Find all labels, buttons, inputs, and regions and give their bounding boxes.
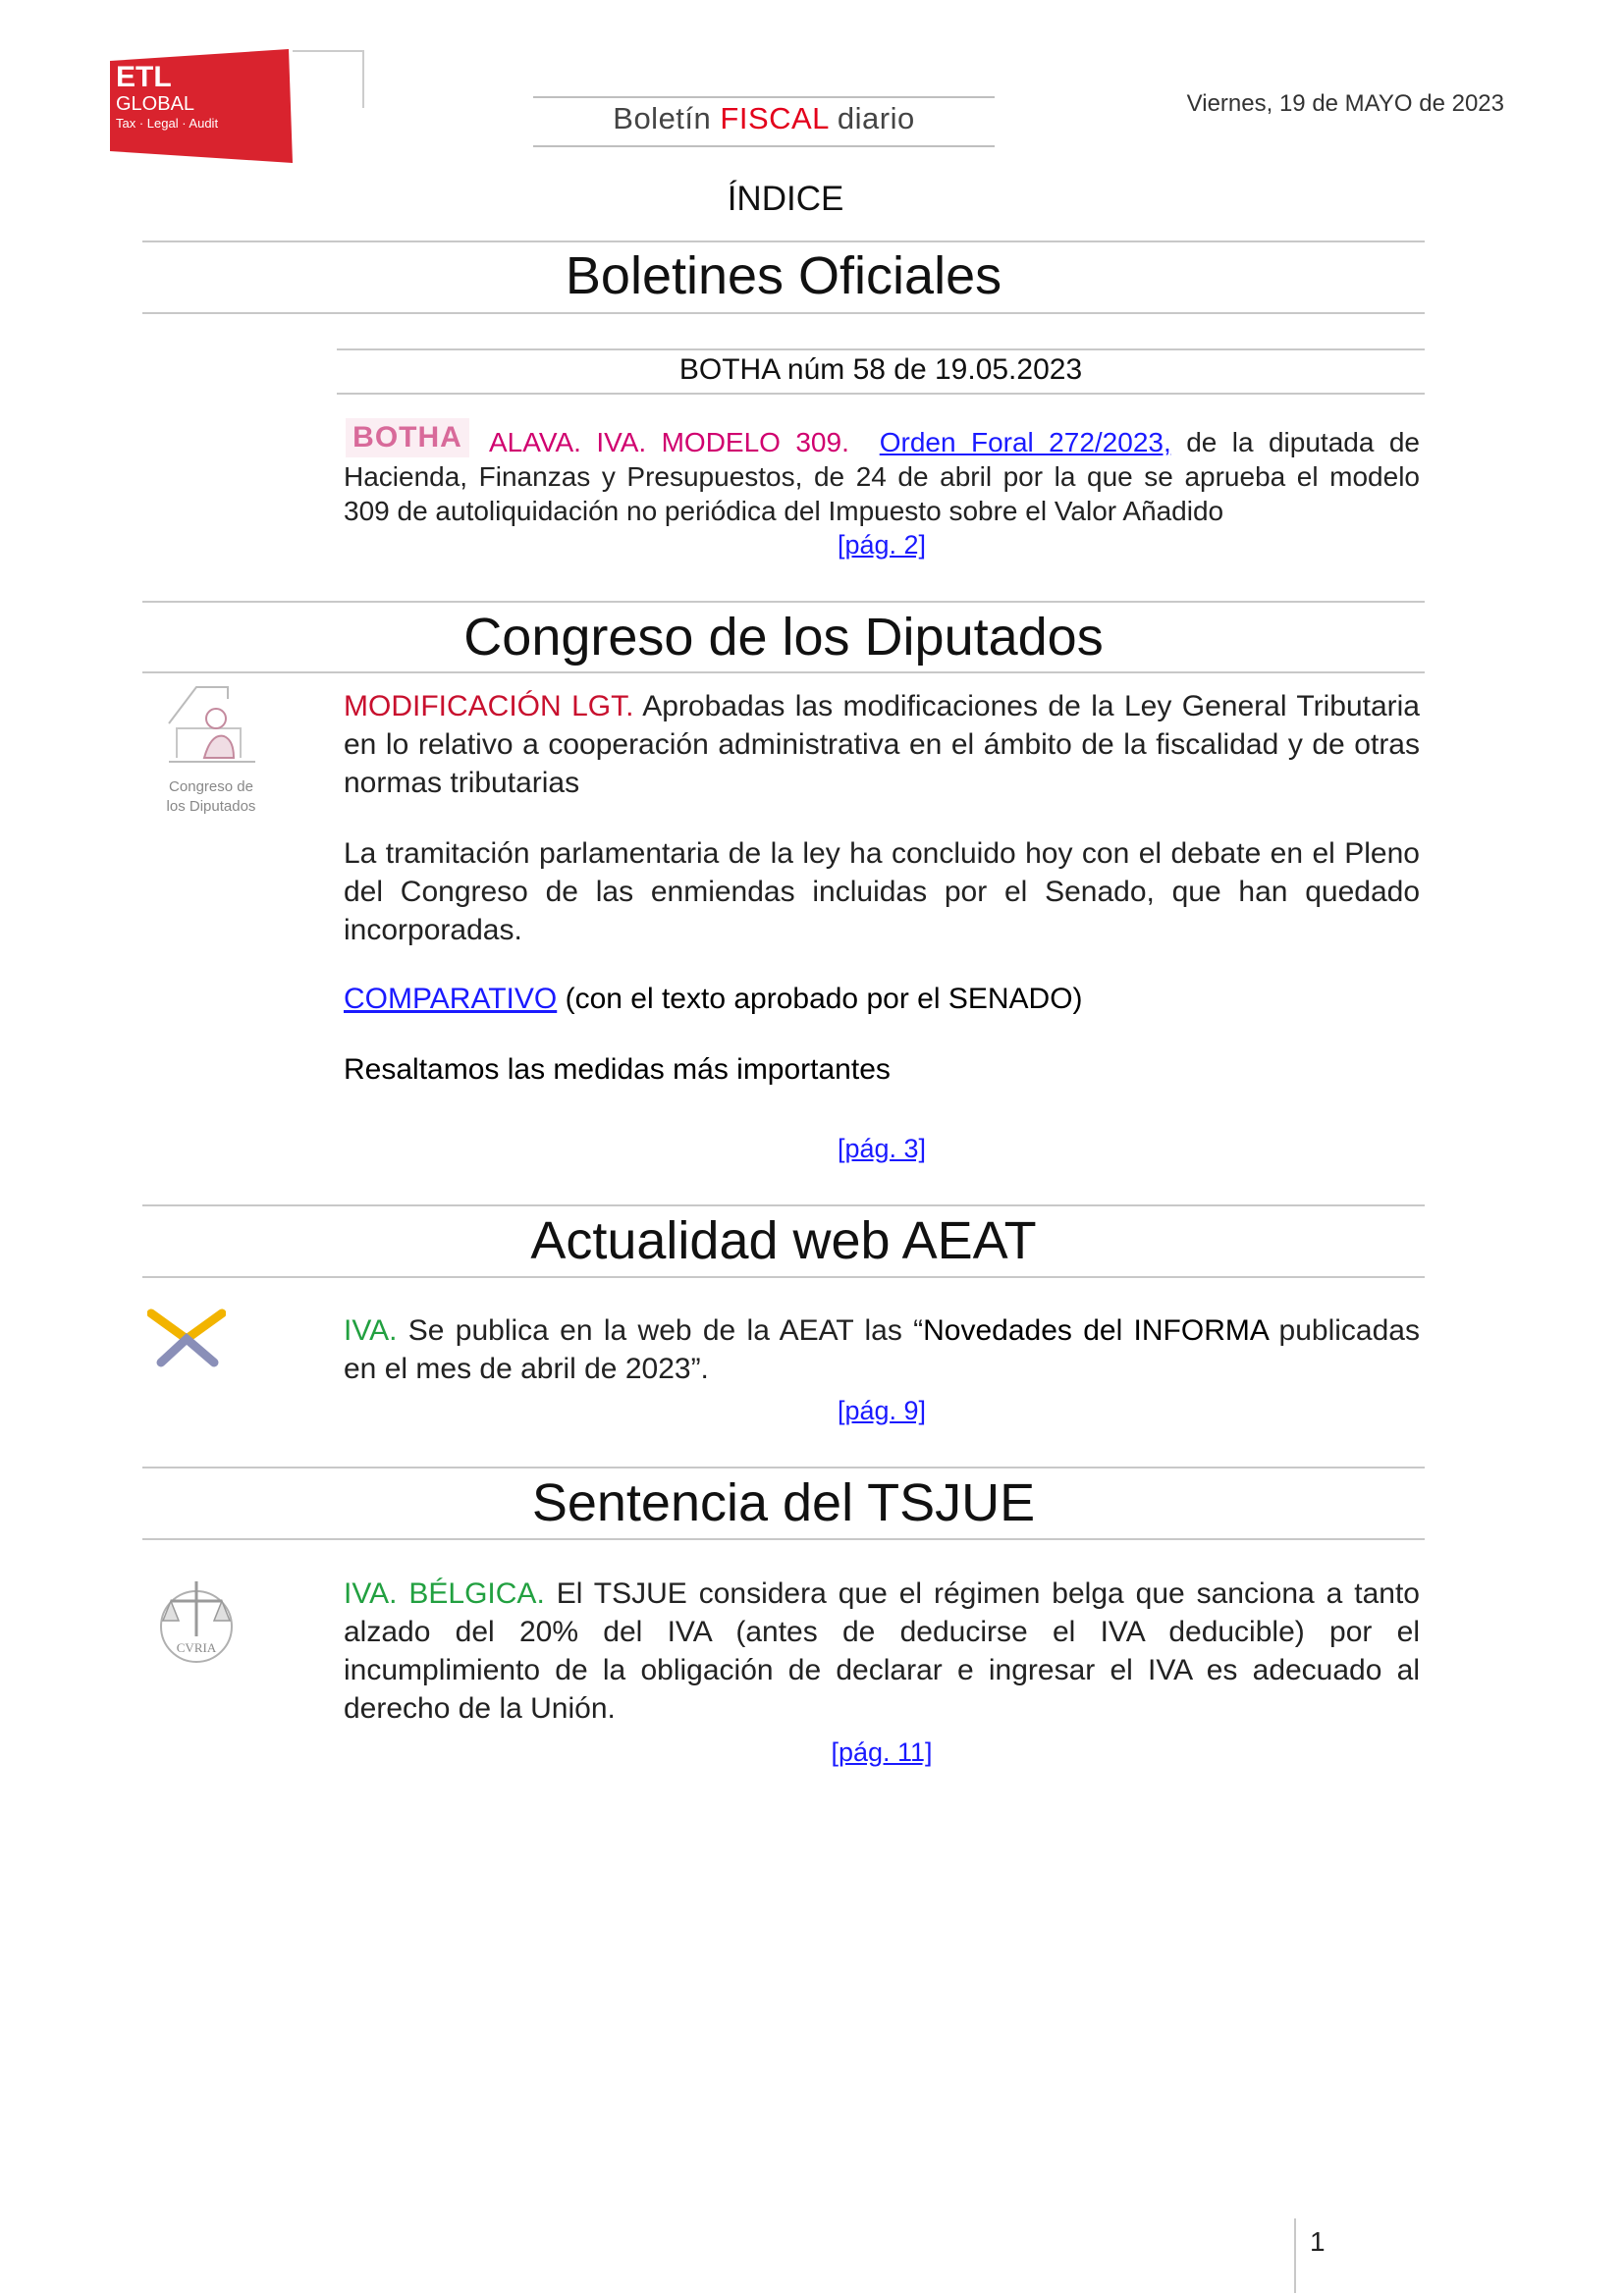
aeat-keyword: IVA. xyxy=(344,1314,398,1347)
section-title-congreso: Congreso de los Diputados xyxy=(463,608,1104,667)
congreso-paragraph-2: La tramitación parlamentaria de la ley ha concluido hoy con el debate en el Pleno del Congreso de las enmiendas incluidas por el Senado, que han quedado incorporadas. xyxy=(344,837,1420,946)
congreso-caption-1: Congreso de xyxy=(169,778,253,795)
scales-of-justice-icon xyxy=(149,1575,244,1664)
section-rule-bottom xyxy=(142,1276,1425,1278)
cvria-caption: CVRIA xyxy=(176,1640,217,1655)
botha-keyword: ALAVA. IVA. MODELO 309. xyxy=(489,427,849,457)
aeat-logo-icon xyxy=(147,1306,226,1368)
subsection-rule-top xyxy=(337,348,1425,350)
section-rule-top xyxy=(142,1204,1425,1206)
page-link-11[interactable]: [pág. 11] xyxy=(831,1737,933,1767)
botha-issue-title: BOTHA núm 58 de 19.05.2023 xyxy=(678,353,1083,386)
section-rule-top xyxy=(142,601,1425,603)
section-rule-bottom xyxy=(142,312,1425,314)
etl-global-logo xyxy=(110,49,365,165)
logo-tagline-text: Tax · Legal · Audit xyxy=(116,116,219,131)
etl-logo-icon xyxy=(110,49,365,165)
cvria-logo xyxy=(149,1575,244,1669)
section-title-aeat: Actualidad web AEAT xyxy=(530,1211,1037,1270)
section-title-boletines: Boletines Oficiales xyxy=(565,246,1002,305)
comparativo-line: COMPARATIVO (con el texto aprobado por el SENADO) xyxy=(344,983,1083,1015)
tsjue-keyword: IVA. BÉLGICA. xyxy=(344,1577,545,1610)
page-number-rule xyxy=(1294,2218,1296,2293)
section-rule-bottom xyxy=(142,671,1425,673)
page-link-9[interactable]: [pág. 9] xyxy=(837,1396,927,1425)
tsjue-entry: IVA. BÉLGICA. El TSJUE considera que el régimen belga que sanciona a tanto alzado del 20% del IVA (antes de deducirse el IVA deducible) por el incumplimiento de la obligación de declarar e ingresar el IVA es adecuado al derecho de la Unión. xyxy=(344,1577,1420,1725)
page-number: 1 xyxy=(1310,2226,1326,2257)
congreso-logo xyxy=(147,679,275,817)
botha-entry: ALAVA. IVA. MODELO 309. Orden Foral 272/2023, de la diputada de Hacienda, Finanzas y Presupuestos, de 24 de abril por la que se aprueba el modelo 309 de autoliquidación no periódica del Impuesto sobre el Valor Añadido xyxy=(344,427,1420,526)
bulletin-date: Viernes, 19 de MAYO de 2023 xyxy=(1186,90,1504,117)
subsection-rule-bottom xyxy=(337,393,1425,395)
congreso-caption-2: los Diputados xyxy=(166,798,256,815)
comparativo-link[interactable]: COMPARATIVO xyxy=(344,983,558,1015)
header-bottom-rule xyxy=(533,145,995,147)
section-rule-top xyxy=(142,1467,1425,1468)
congreso-building-icon xyxy=(147,679,275,773)
bulletin-title: Boletín FISCAL diario xyxy=(613,101,915,135)
logo-etl-text: ETL xyxy=(116,61,172,93)
section-title-tsjue: Sentencia del TSJUE xyxy=(531,1473,1036,1532)
bulletin-title-highlight: FISCAL xyxy=(720,101,829,135)
page-link-3[interactable]: [pág. 3] xyxy=(837,1134,927,1163)
highlight-line: Resaltamos las medidas más importantes xyxy=(344,1053,891,1086)
congreso-keyword: MODIFICACIÓN LGT. xyxy=(344,690,634,722)
orden-foral-link[interactable]: Orden Foral 272/2023, xyxy=(879,427,1171,457)
congreso-entry: MODIFICACIÓN LGT. Aprobadas las modificaciones de la Ley General Tributaria en lo relativo a cooperación administrativa en el ámbito de la fiscalidad y de otras normas tributarias xyxy=(344,690,1420,799)
logo-global-text: GLOBAL xyxy=(116,93,195,115)
index-heading: ÍNDICE xyxy=(727,180,844,218)
aeat-entry: IVA. Se publica en la web de la AEAT las “Novedades del INFORMA publicadas en el mes de abril de 2023”. xyxy=(344,1314,1420,1385)
section-rule-top xyxy=(142,240,1425,242)
aeat-logo xyxy=(147,1306,226,1373)
section-rule-bottom xyxy=(142,1538,1425,1540)
botha-badge: BOTHA xyxy=(346,418,469,457)
page-link-2[interactable]: [pág. 2] xyxy=(837,530,927,560)
header-top-rule xyxy=(533,96,995,98)
